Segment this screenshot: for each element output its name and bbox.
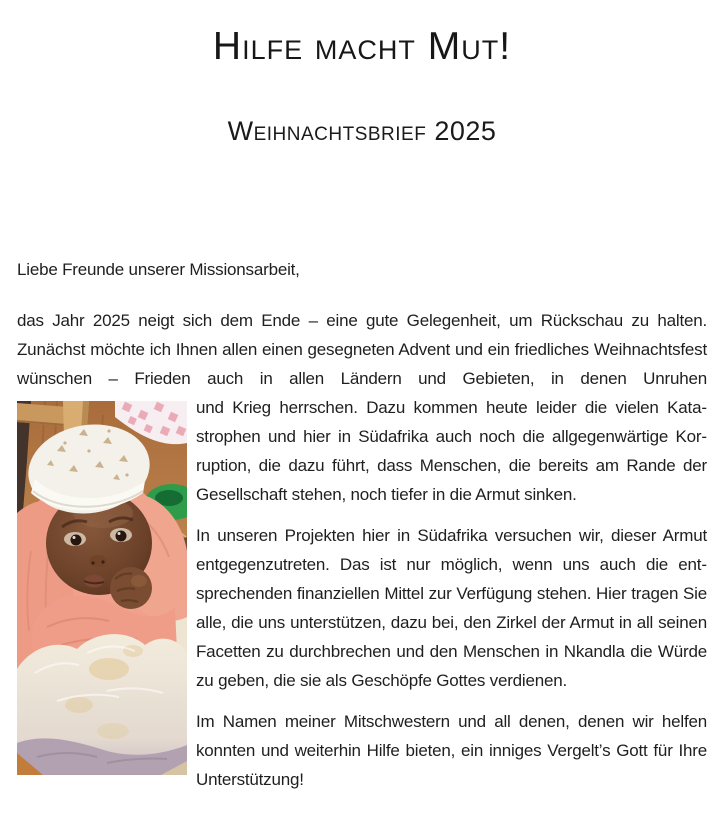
paragraph-thanks: Im Namen meiner Mitschwestern und all denen, denen wir helfen konnten und weiterhin Hilfe bieten, ein inniges Vergelt’s Gott für Ihre Unterstützung! xyxy=(196,712,707,790)
paragraph-intro: das Jahr 2025 neigt sich dem Ende – eine gute Gelegenheit, um Rückschau zu halten. Zunächst möchte ich Ihnen allen einen gesegneten Advent und ein friedliches Weihnachtsfest wünschen – Frieden auch in allen Ländern und Gebieten, in denen Unruhen xyxy=(17,311,707,389)
paragraph-projects: In unseren Projekten hier in Südafrika versuchen wir, dieser Armut entgegenzutreten. Das ist nur möglich, wenn uns auch die entsprechenden finanziellen Mittel zur Verfügung stehen. Hier tragen Sie alle, die uns unterstützen, dazu bei, den Zirkel der Armut in all seinen Facetten zu durchbrechen und den Menschen in Nkandla die Würde zu geben, die sie als Geschöpfe Gottes verdienen. xyxy=(196,526,707,691)
salutation: Liebe Freunde unserer Missionsarbeit, xyxy=(17,260,300,280)
paragraph-intro-continued: und Krieg herrschen. Dazu kommen heute leider die vielen Katastrophen und hier in Südafrika auch noch die allgegenwärtige Korruption, die dazu führt, dass Menschen, die bereits am Rande der Gesellschaft stehen, noch tiefer in die Armut sinken. xyxy=(196,398,707,505)
baby-photo xyxy=(17,401,187,775)
page-title: Hilfe macht Mut! xyxy=(212,25,512,68)
letter-page xyxy=(0,26,724,794)
page-subtitle: Weihnachtsbrief 2025 xyxy=(227,115,497,146)
baby-photo-illustration xyxy=(17,401,187,775)
